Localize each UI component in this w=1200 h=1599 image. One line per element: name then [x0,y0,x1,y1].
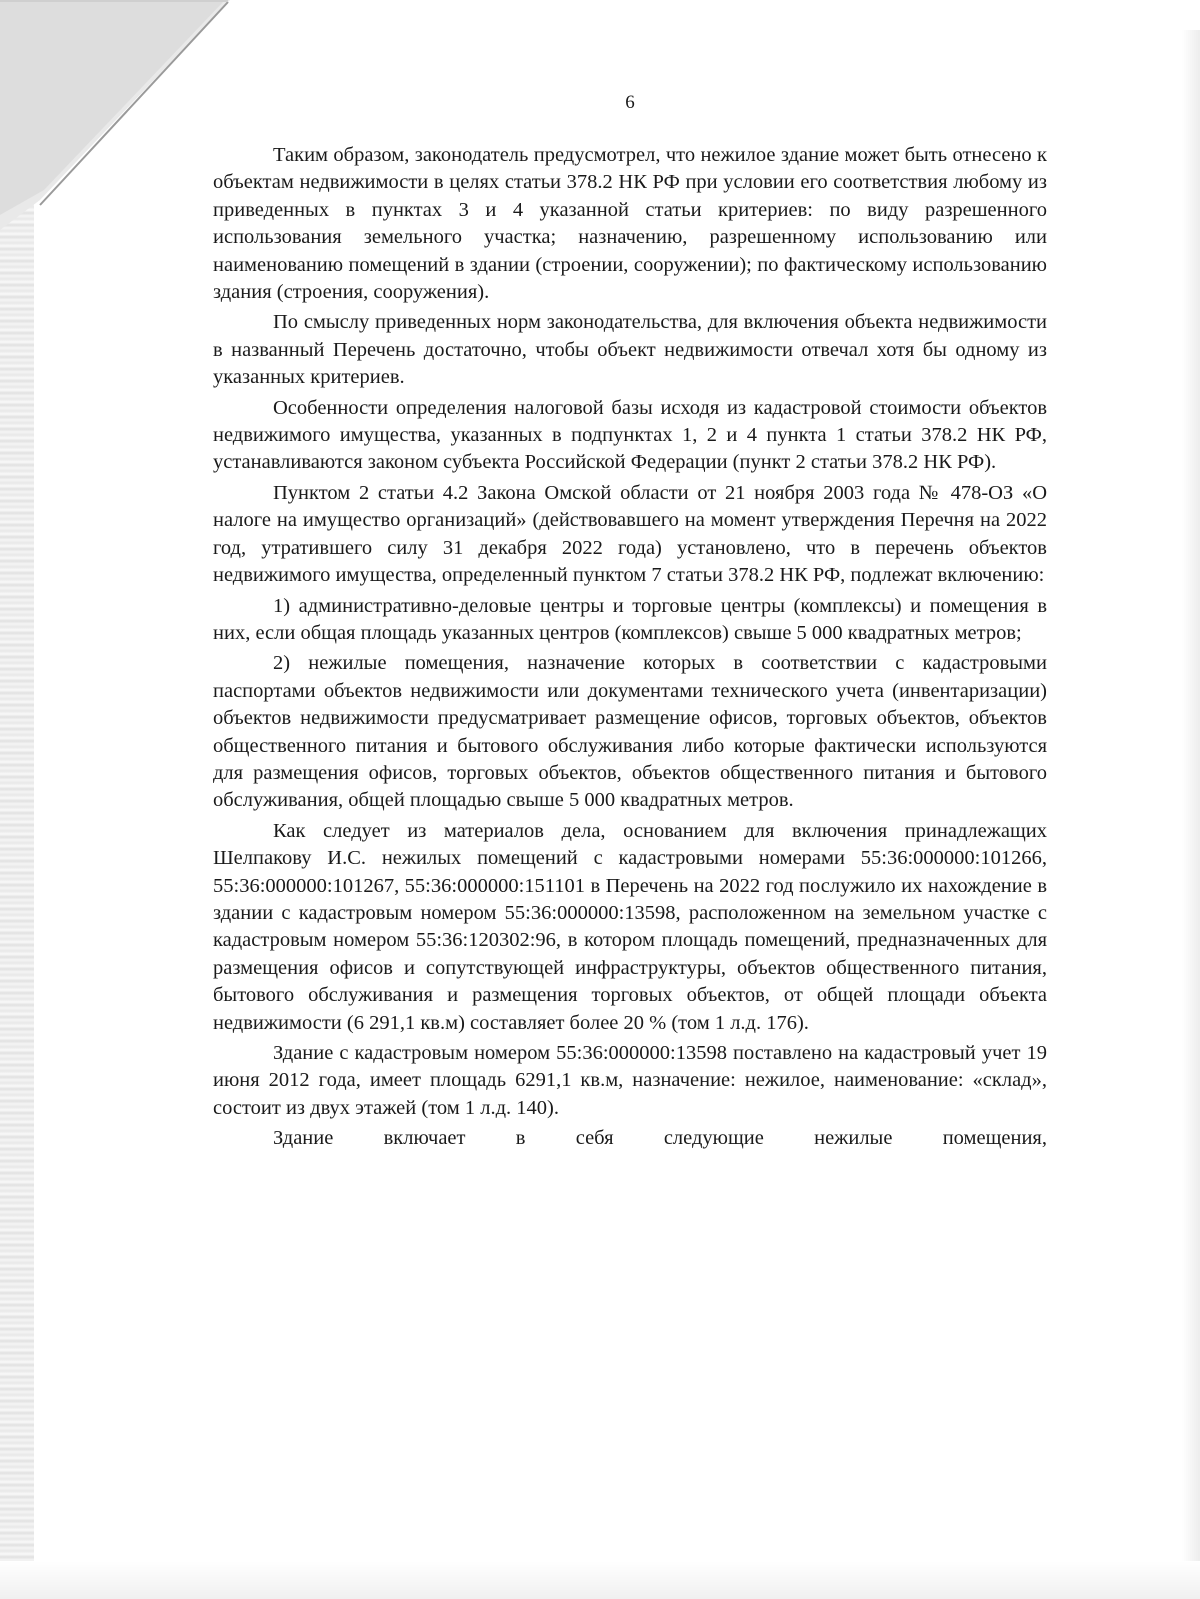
paragraph-tax-base-features: Особенности определения налоговой базы исходя из кадастровой стоимости объектов недвижимого имущества, указанных в подпунктах 1, 2 и 4 пункта 1 статьи 378.2 НК РФ, устанавливаются законом субъекта Российской Федерации (пункт 2 статьи 378.2 НК РФ). [213,396,1047,474]
scan-folded-corner [0,0,240,240]
paragraph-case-materials: Как следует из материалов дела, основанием для включения принадлежащих Шелпакову И.С. нежилых помещений с кадастровыми номерами 55:36:000000:101266, 55:36:000000:101267, 55:36:000000:151101 в Перечень на 2022 год послужило их нахождение в здании с кадастровым номером 55:36:000000:13598, расположенном на земельном участке с кадастровым номером 55:36:120302:96, в котором площадь помещений, предназначенных для размещения офисов и сопутствующей инфраструктуры, объектов общественного питания, бытового обслуживания и размещения торговых объектов, от общей площади объекта недвижимости (6 291,1 кв.м) составляет более 20 % (том 1 л.д. 176). [213,819,1047,1034]
paragraph-omsk-law: Пунктом 2 статьи 4.2 Закона Омской области от 21 ноября 2003 года № 478-ОЗ «О налоге на имущество организаций» (действовавшего на момент утверждения Перечня на 2022 год, утратившего силу 31 декабря 2022 года) установлено, что в перечень объектов недвижимого имущества, определенный пунктом 7 статьи 378.2 НК РФ, подлежат включению: [213,481,1047,587]
scan-bottom-edge [0,1561,1200,1599]
paragraph-meaning-of-norms: По смыслу приведенных норм законодательства, для включения объекта недвижимости в названный Перечень достаточно, чтобы объект недвижимости отвечал хотя бы одному из указанных критериев. [213,311,1047,389]
paragraph-building-premises: Здание включает в себя следующие нежилые помещения, [273,1127,1047,1150]
paragraph-building-registration: Здание с кадастровым номером 55:36:000000:13598 поставлено на кадастровый учет 19 июня 2012 года, имеет площадь 6291,1 кв.м, назначение: нежилое, наименование: «склад», состоит из двух этажей (том 1 л.д. 140). [213,1042,1047,1119]
paragraph-legislator-criteria: Таким образом, законодатель предусмотрел, что нежилое здание может быть отнесено к объектам недвижимости в целях статьи 378.2 НК РФ при условии его соответствия любому из приведенных в пунктах 3 и 4 указанной статьи критериев: по виду разрешенного использования земельного участка; назначению, разрешенному использованию или наименованию помещений в здании (строении, сооружении); по фактическому использованию здания (строения, сооружения). [213,144,1047,304]
list-item-1: 1) административно-деловые центры и торговые центры (комплексы) и помещения в них, если общая площадь указанных центров (комплексов) свыше 5 000 квадратных метров; [213,594,1047,644]
document-body [213,142,1047,1156]
page-number: 6 [625,92,635,113]
scan-right-edge [1182,30,1200,1599]
list-item-2: 2) нежилые помещения, назначение которых в соответствии с кадастровыми паспортами объектов недвижимости или документами технического учета (инвентаризации) объектов недвижимости предусматривает размещение офисов, торговых объектов, объектов общественного питания и бытового обслуживания либо которые фактически используются для размещения офисов, торговых объектов, объектов общественного питания и бытового обслуживания, общей площадью свыше 5 000 квадратных метров. [213,652,1047,812]
